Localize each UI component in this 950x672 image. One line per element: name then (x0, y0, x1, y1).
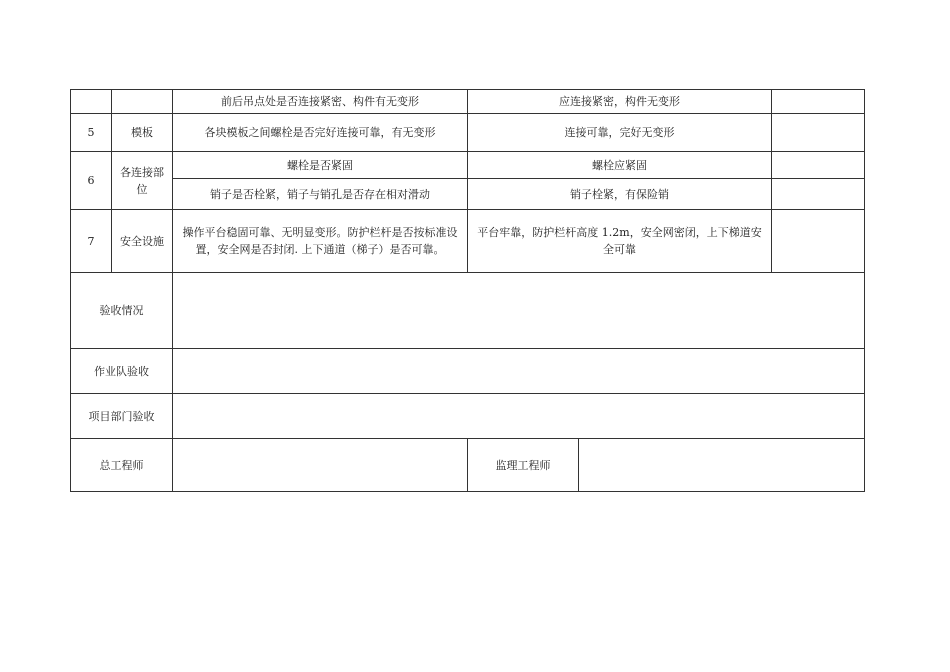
row-item: 模板 (112, 114, 173, 152)
dept-check-row (71, 394, 865, 439)
row-standard: 螺栓应紧固 (468, 152, 772, 179)
row-result (772, 179, 865, 210)
chief-engineer-label: 总工程师 (71, 439, 173, 492)
supervisor-engineer-label: 监理工程师 (468, 439, 579, 492)
signature-row (71, 439, 865, 492)
dept-check-label: 项目部门验收 (71, 394, 173, 439)
supervisor-engineer-field[interactable] (579, 439, 865, 492)
table-row (71, 90, 865, 114)
row-content: 销子是否栓紧，销子与销孔是否存在相对滑动 (173, 179, 468, 210)
row-result (772, 114, 865, 152)
team-check-row (71, 349, 865, 394)
table-row (71, 114, 865, 152)
team-check-label: 作业队验收 (71, 349, 173, 394)
row-standard: 平台牢靠，防护栏杆高度 1.2m，安全网密闭，上下梯道安全可靠 (468, 210, 772, 273)
acceptance-label: 验收情况 (71, 273, 173, 349)
acceptance-field[interactable] (173, 273, 865, 349)
row-content: 各块模板之间螺栓是否完好连接可靠，有无变形 (173, 114, 468, 152)
row-result (772, 152, 865, 179)
dept-check-field[interactable] (173, 394, 865, 439)
row-item: 各连接部位 (112, 152, 173, 210)
row-number: 6 (71, 152, 112, 210)
row-standard: 销子栓紧，有保险销 (468, 179, 772, 210)
table-row (71, 152, 865, 179)
inspection-table (70, 89, 865, 492)
row-item: 安全设施 (112, 210, 173, 273)
row-standard: 应连接紧密，构件无变形 (468, 90, 772, 114)
row-number: 7 (71, 210, 112, 273)
row-result (772, 90, 865, 114)
row-result (772, 210, 865, 273)
row-standard: 连接可靠，完好无变形 (468, 114, 772, 152)
row-content: 螺栓是否紧固 (173, 152, 468, 179)
row-number: 5 (71, 114, 112, 152)
row-content: 前后吊点处是否连接紧密、构件有无变形 (173, 90, 468, 114)
table-row (71, 179, 865, 210)
team-check-field[interactable] (173, 349, 865, 394)
row-item (112, 90, 173, 114)
table-row (71, 210, 865, 273)
row-content: 操作平台稳固可靠、无明显变形。防护栏杆是否按标准设置，安全网是否封闭. 上下通道（梯子）是否可靠。 (173, 210, 468, 273)
acceptance-row (71, 273, 865, 349)
row-number (71, 90, 112, 114)
chief-engineer-field[interactable] (173, 439, 468, 492)
